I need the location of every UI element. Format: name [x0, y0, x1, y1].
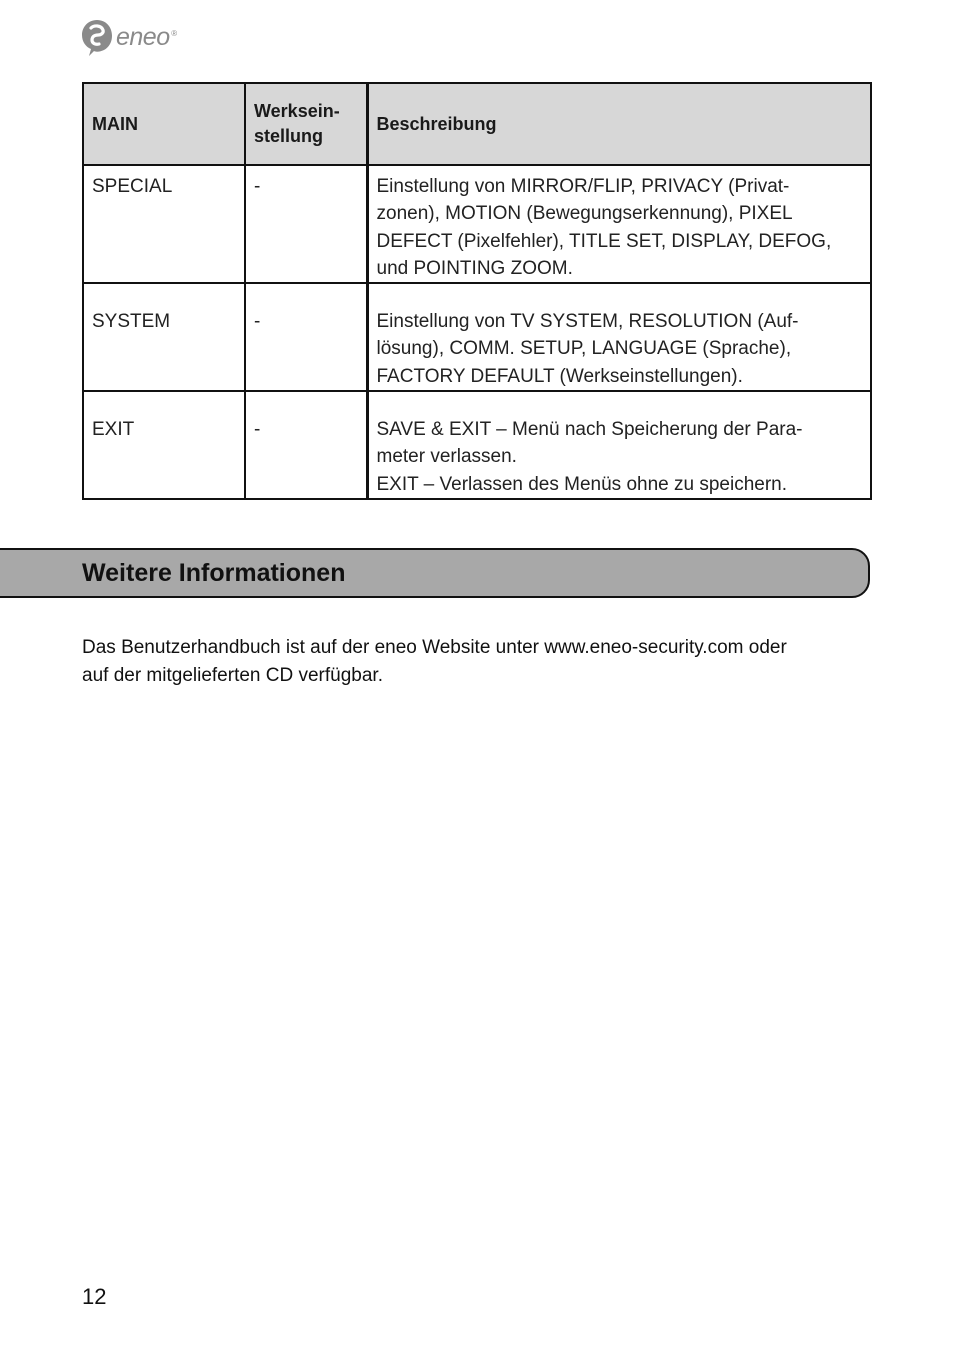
section-title: Weitere Informationen	[82, 559, 346, 587]
table-header-row	[83, 83, 871, 165]
table-row	[83, 391, 871, 499]
cell-default: -	[245, 165, 367, 283]
table-row	[83, 165, 871, 283]
eneo-logo-icon	[80, 18, 114, 58]
eneo-logo	[80, 16, 177, 60]
info-paragraph: Das Benutzerhandbuch ist auf der eneo Website unter www.eneo-security.com oder auf der mitgelieferten CD verfügbar.	[82, 637, 787, 686]
cell-description: SAVE & EXIT – Menü nach Speicherung der Para- meter verlassen. EXIT – Verlassen des Menüs ohne zu speichern.	[367, 391, 871, 499]
cell-main: SYSTEM	[83, 283, 245, 391]
cell-default: -	[245, 391, 367, 499]
cell-main: EXIT	[83, 391, 245, 499]
cell-default: -	[245, 283, 367, 391]
cell-main: SPECIAL	[83, 165, 245, 283]
header-main: MAIN	[83, 83, 245, 165]
header-description: Beschreibung	[367, 83, 871, 165]
cell-description: Einstellung von MIRROR/FLIP, PRIVACY (Privat- zonen), MOTION (Bewegungserkennung), PIXEL DEFECT (Pixelfehler), TITLE SET, DISPLAY, DEFOG, und POINTING ZOOM.	[367, 165, 871, 283]
table-row	[83, 283, 871, 391]
logo-wordmark: eneo ®	[116, 22, 177, 51]
page-number: 12	[82, 1284, 107, 1309]
cell-description: Einstellung von TV SYSTEM, RESOLUTION (Auf- lösung), COMM. SETUP, LANGUAGE (Sprache), FACTORY DEFAULT (Werkseinstellungen).	[367, 283, 871, 391]
menu-table	[82, 82, 872, 500]
header-default: Werksein- stellung	[245, 83, 367, 165]
